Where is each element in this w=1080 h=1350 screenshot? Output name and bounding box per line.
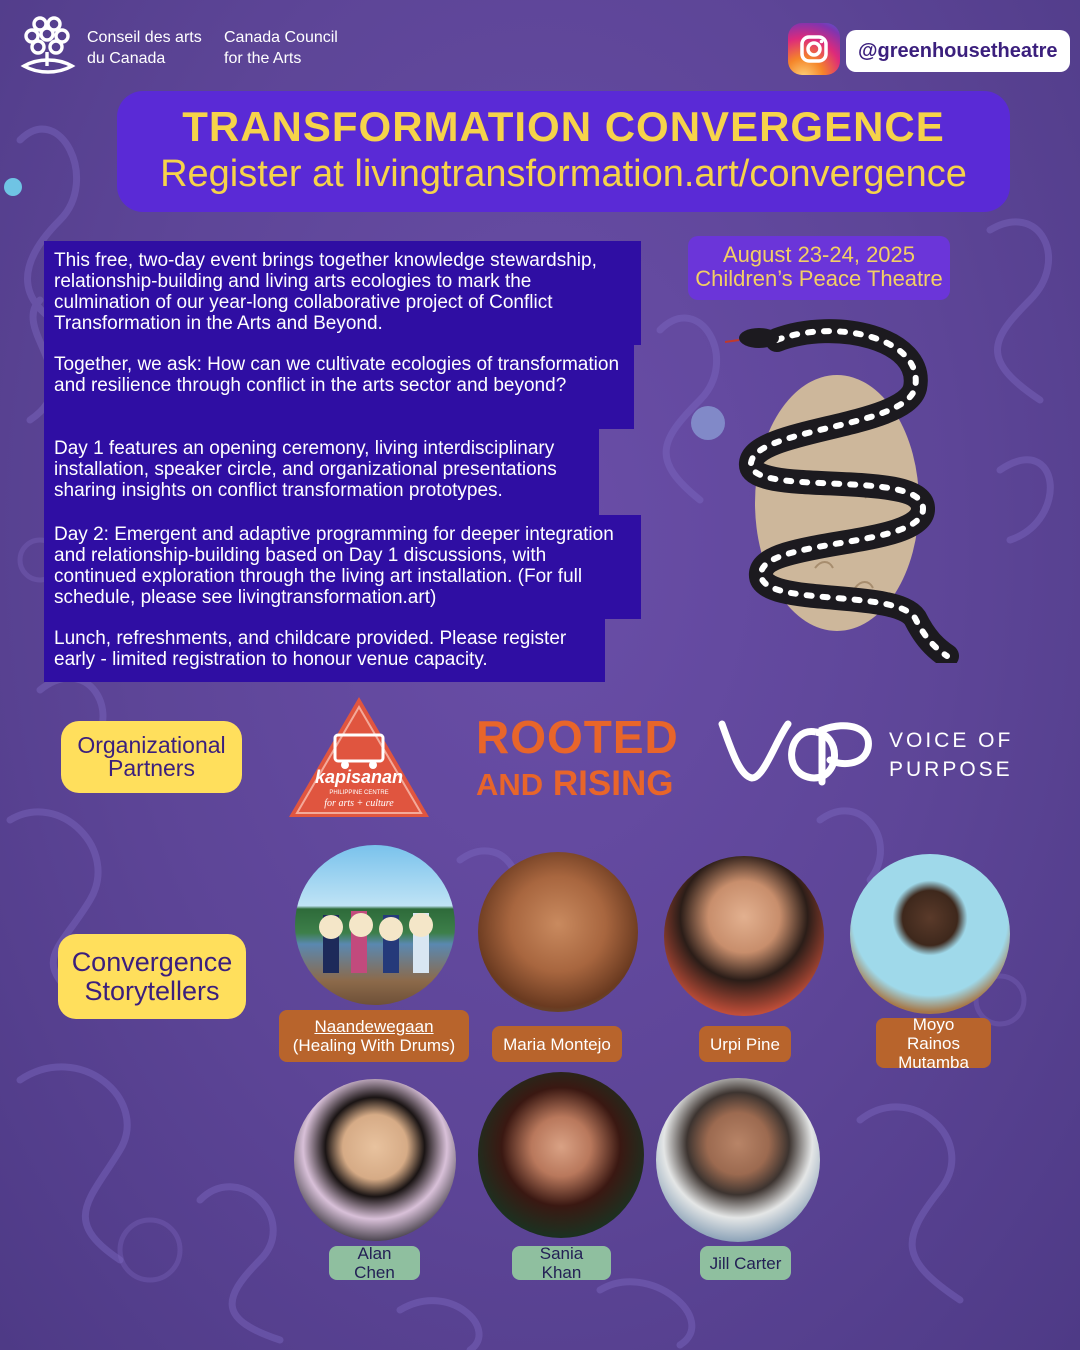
storyteller-tag-maria-montejo: Maria Montejo [492, 1026, 622, 1062]
rooted-and-rising-logo [476, 712, 679, 807]
storyteller-subtitle: (Healing With Drums) [292, 1036, 456, 1055]
portrait-maria-montejo [478, 852, 638, 1012]
description-paragraph-4: Day 2: Emergent and adaptive programming for deeper integration and relationship-building based on Day 1 discussions, with continued exploration through the living art installation. (For full schedule, please see livingtransformation.art) [44, 515, 641, 619]
instagram-handle-link[interactable]: @greenhousetheatre [846, 30, 1070, 72]
portrait-urpi-pine [664, 856, 824, 1016]
storyteller-tag-alan-chen: Alan Chen [329, 1246, 420, 1280]
kapisanan-sub2: for arts + culture [324, 798, 394, 809]
portrait-alan-chen [294, 1079, 456, 1241]
instagram-icon[interactable] [788, 23, 840, 75]
convergence-storytellers-label: Convergence Storytellers [58, 934, 246, 1019]
storyteller-tag-sania-khan: Sania Khan [512, 1246, 611, 1280]
description-paragraph-1: This free, two-day event brings together knowledge stewardship, relationship-building and living arts ecologies to mark the culmination of our year-long collaborative project of Conflict Transformation in the Arts and Beyond. [44, 241, 641, 345]
council-fr-line1: Conseil des arts [87, 29, 202, 46]
storyteller-tag-urpi-pine: Urpi Pine [699, 1026, 791, 1062]
description-paragraph-5: Lunch, refreshments, and childcare provided. Please register early - limited registration to honour venue capacity. [44, 619, 605, 682]
portrait-jill-carter [656, 1078, 820, 1242]
and-rising-line [476, 762, 679, 807]
council-en-line2: for the Arts [224, 50, 302, 67]
portrait-moyo-rainos-mutamba [850, 854, 1010, 1014]
storyteller-name: Naandewegaan [314, 1017, 434, 1036]
storyteller-tag-naandewegaan [279, 1010, 469, 1062]
council-name-fr [87, 27, 202, 69]
rising-word: RISING [552, 764, 674, 803]
description-paragraph-2: Together, we ask: How can we cultivate ecologies of transformation and resilience through conflict in the arts sector and beyond? [44, 345, 634, 429]
vop-line2: PURPOSE [889, 758, 1013, 781]
kapisanan-logo [287, 695, 431, 819]
portrait-sania-khan [478, 1072, 644, 1238]
rooted-line: ROOTED [476, 711, 679, 763]
event-date: August 23-24, 2025 [722, 242, 916, 267]
organizational-partners-label: Organizational Partners [61, 721, 242, 793]
council-en-line1: Canada Council [224, 29, 338, 46]
title-banner [117, 91, 1010, 212]
storyteller-tag-moyo-rainos-mutamba: Moyo Rainos Mutamba [876, 1018, 991, 1068]
event-date-box [688, 236, 950, 300]
voice-of-purpose-logo [889, 726, 1013, 784]
snake-egg-artwork [725, 318, 965, 663]
kapisanan-name: kapisanan [314, 767, 404, 787]
kapisanan-sub1: PHILIPPINE CENTRE [329, 790, 389, 796]
event-venue: Children’s Peace Theatre [695, 266, 943, 291]
description-paragraph-3: Day 1 features an opening ceremony, living interdisciplinary installation, speaker circle, and organizational presentations sharing insights on conflict transformation prototypes. [44, 429, 599, 515]
vop-logo-mark [718, 712, 873, 787]
vop-line1: VOICE OF [889, 729, 1014, 752]
council-name-en [224, 27, 338, 69]
register-link[interactable]: Register at livingtransformation.art/convergence [160, 153, 967, 195]
event-title: TRANSFORMATION CONVERGENCE [182, 103, 945, 150]
council-fr-line2: du Canada [87, 50, 166, 67]
and-word: AND [476, 767, 544, 802]
canada-council-logo-icon [20, 14, 78, 76]
storyteller-tag-jill-carter: Jill Carter [700, 1246, 791, 1280]
portrait-naandewegaan [295, 845, 455, 1005]
